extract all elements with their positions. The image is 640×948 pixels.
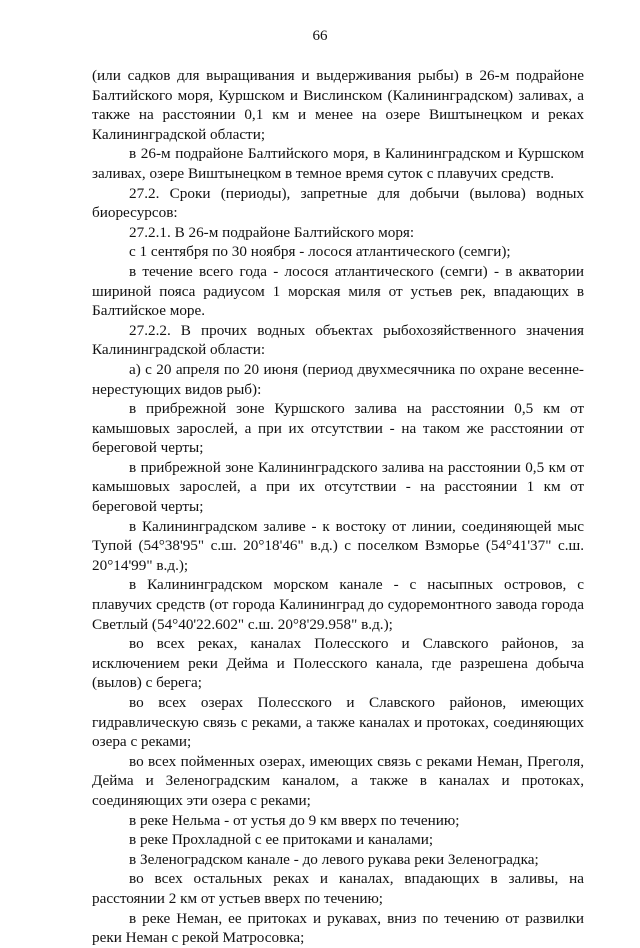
paragraph: во всех пойменных озерах, имеющих связь с реками Неман, Преголя, Дейма и Зеленоградским каналом, а также в каналах и протоках, соединяющих эти озера с реками;: [92, 752, 584, 809]
paragraph: в Калининградском заливе - к востоку от линии, соединяющей мыс Тупой (54°38'95" с.ш. 20°18'46" в.д.) с поселком Взморье (54°41'37" с.ш. 20°14'99" в.д.);: [92, 517, 584, 574]
paragraph: 27.2. Сроки (периоды), запретные для добычи (вылова) водных биоресурсов:: [92, 184, 584, 222]
paragraph: во всех остальных реках и каналах, впадающих в заливы, на расстоянии 2 км от устьев вверх по течению;: [92, 870, 584, 907]
paragraph: в 26-м подрайоне Балтийского моря, в Калининградском и Куршском заливах, озере Виштынецком в темное время суток с плавучих средств.: [92, 145, 584, 182]
paragraph: в прибрежной зоне Куршского залива на расстоянии 0,5 км от камышовых зарослей, а при их отсутствии - на таком же расстоянии от береговой черты;: [92, 400, 584, 457]
paragraph: во всех озерах Полесского и Славского районов, имеющих гидравлическую связь с реками, а также каналах и протоках, соединяющих озера с реками;: [92, 694, 584, 751]
page-number: 66: [312, 28, 328, 44]
paragraph: 27.2.1. В 26-м подрайоне Балтийского моря:: [129, 223, 415, 241]
paragraph: во всех реках, каналах Полесского и Славского районов, за исключением реки Дейма и Полесского канала, где разрешена добыча (вылов) с берега;: [92, 635, 584, 692]
paragraph: в прибрежной зоне Калининградского залива на расстоянии 0,5 км от камышовых зарослей, а при их отсутствии - на расстоянии 1 км от береговой черты;: [92, 458, 584, 516]
paragraph: (или садков для выращивания и выдерживания рыбы) в 26-м подрайоне Балтийского моря, Куршском и Вислинском (Калининградском) заливах, а также на расстоянии 0,1 км и менее на озере Виштынецком и реках Калининградской области;: [92, 67, 584, 143]
document-body: [92, 66, 584, 948]
paragraph: в Калининградском морском канале - с насыпных островов, с плавучих средств (от города Калининград до судоремонтного завода города Светлый (54°40'22.602" с.ш. 20°8'29.958" в.д.);: [92, 576, 584, 633]
paragraph: в реке Неман, ее притоках и рукавах, вниз по течению от развилки реки Неман с рекой Матросовка;: [92, 909, 584, 947]
paragraph: в течение всего года - лосося атлантического (семги) - в акватории шириной пояса радиусом 1 морская миля от устьев рек, впадающих в Балтийское море.: [92, 262, 584, 320]
paragraph: в реке Нельма - от устья до 9 км вверх по течению;: [129, 811, 460, 829]
paragraph: 27.2.2. В прочих водных объектах рыбохозяйственного значения Калининградской области:: [92, 321, 584, 359]
paragraph: в реке Прохладной с ее притоками и каналами;: [129, 831, 434, 849]
paragraph: в Зеленоградском канале - до левого рукава реки Зеленоградка;: [129, 850, 539, 868]
paragraph: а) с 20 апреля по 20 июня (период двухмесячника по охране весенне-нерестующих видов рыб):: [92, 360, 584, 398]
paragraph: с 1 сентября по 30 ноября - лосося атлантического (семги);: [129, 243, 511, 261]
